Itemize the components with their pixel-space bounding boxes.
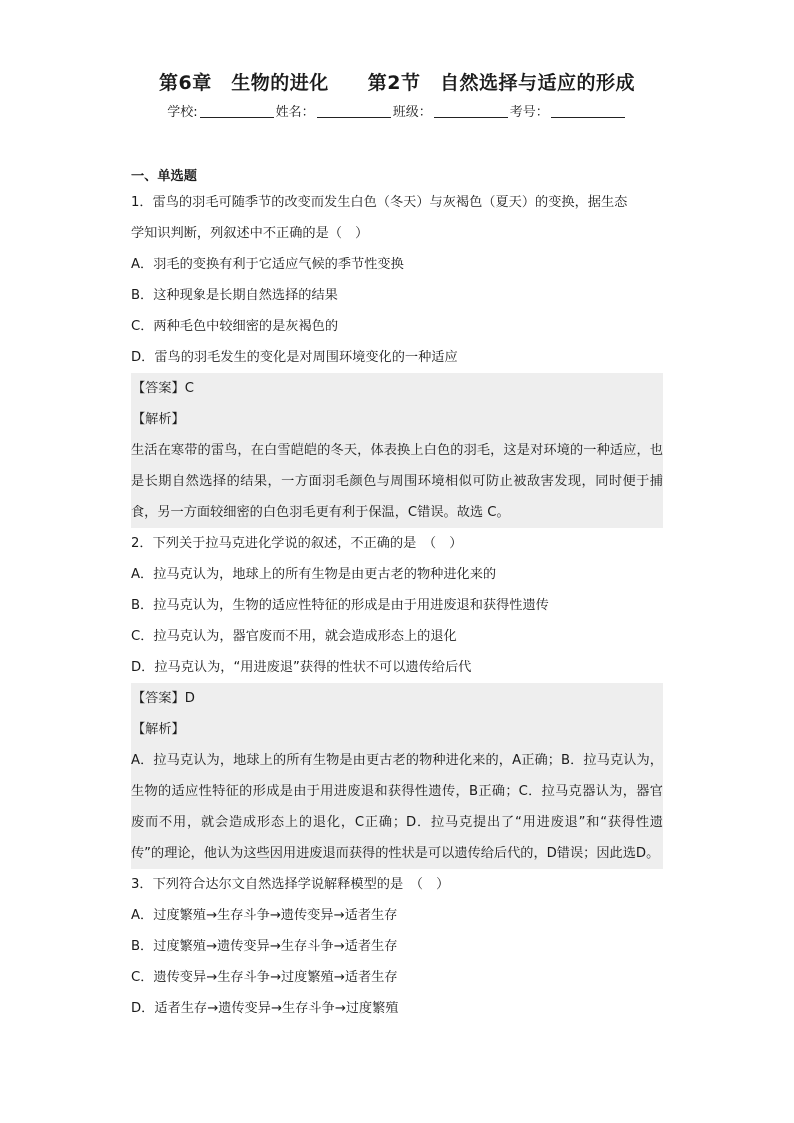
question-stem: 2．下列关于拉马克进化学说的叙述，不正确的是 （ ） xyxy=(131,536,463,551)
analysis-text: 生活在寒带的雷鸟，在白雪皑皑的冬天，体表换上白色的羽毛，这是对环境的一种适应，也是长期自然选择的结果，一方面羽毛颜色与周围环境相似可防止被敌害发现，同时便于捕食，另一方面较细密的白色羽毛更有利于保温，C错误。故选 C。 xyxy=(131,443,663,520)
id-blank[interactable] xyxy=(551,105,625,118)
analysis-text: A．拉马克认为，地球上的所有生物是由更古老的物种进化来的，A正确；B．拉马克认为，生物的适应性特征的形成是由于用进废退和获得性遗传，B正确；C．拉马克器认为，器官废而不用，就会造成形态上的退化，C正确；D．拉马克提出了“用进废退”和“获得性遗传”的理论，他认为这些因用进废退而获得的性状是可以遗传给后代的，D错误；因此选D。 xyxy=(131,753,663,861)
option-a: A．拉马克认为，地球上的所有生物是由更古老的物种进化来的 xyxy=(131,567,497,582)
option-d: D．雷鸟的羽毛发生的变化是对周围环境变化的一种适应 xyxy=(131,350,458,365)
option-a: A．羽毛的变换有利于它适应气候的季节性变换 xyxy=(131,257,404,272)
section-title: 一、单选题 xyxy=(131,169,197,184)
id-label: 考号： xyxy=(509,105,549,120)
page-title: 第6章 生物的进化 第2节 自然选择与适应的形成 xyxy=(159,72,635,94)
question-stem: 学知识判断，列叙述中不正确的是（ ） xyxy=(131,226,369,241)
option-b: B．过度繁殖→遗传变异→生存斗争→适者生存 xyxy=(131,939,398,954)
option-c: C．拉马克认为，器官废而不用，就会造成形态上的退化 xyxy=(131,629,457,644)
answer: 【答案】C xyxy=(132,381,194,396)
student-info-line xyxy=(0,101,794,120)
question-stem: 3．下列符合达尔文自然选择学说解释模型的是 （ ） xyxy=(131,877,450,892)
option-c: C．遗传变异→生存斗争→过度繁殖→适者生存 xyxy=(131,970,398,985)
analysis-label: 【解析】 xyxy=(132,412,185,427)
school-label: 学校: xyxy=(167,105,198,120)
question-content xyxy=(131,166,663,1024)
name-blank[interactable] xyxy=(317,105,391,118)
answer-block xyxy=(131,373,663,528)
class-label: 班级： xyxy=(392,105,432,120)
option-b: B．这种现象是长期自然选择的结果 xyxy=(131,288,338,303)
question-3 xyxy=(131,869,663,1024)
answer-block xyxy=(131,683,663,869)
option-a: A．过度繁殖→生存斗争→遗传变异→适者生存 xyxy=(131,908,398,923)
answer: 【答案】D xyxy=(132,691,195,706)
class-blank[interactable] xyxy=(434,105,508,118)
option-d: D．适者生存→遗传变异→生存斗争→过度繁殖 xyxy=(131,1001,399,1016)
question-2 xyxy=(131,528,663,869)
option-b: B．拉马克认为，生物的适应性特征的形成是由于用进废退和获得性遗传 xyxy=(131,598,549,613)
analysis-label: 【解析】 xyxy=(132,722,185,737)
school-blank[interactable] xyxy=(200,105,274,118)
option-c: C．两种毛色中较细密的是灰褐色的 xyxy=(131,319,339,334)
option-d: D．拉马克认为，“用进废退”获得的性状不可以遗传给后代 xyxy=(131,660,472,675)
name-label: 姓名： xyxy=(275,105,315,120)
question-1 xyxy=(131,187,663,528)
question-stem: 1．雷鸟的羽毛可随季节的改变而发生白色（冬天）与灰褐色（夏天）的变换，据生态 xyxy=(131,195,628,210)
